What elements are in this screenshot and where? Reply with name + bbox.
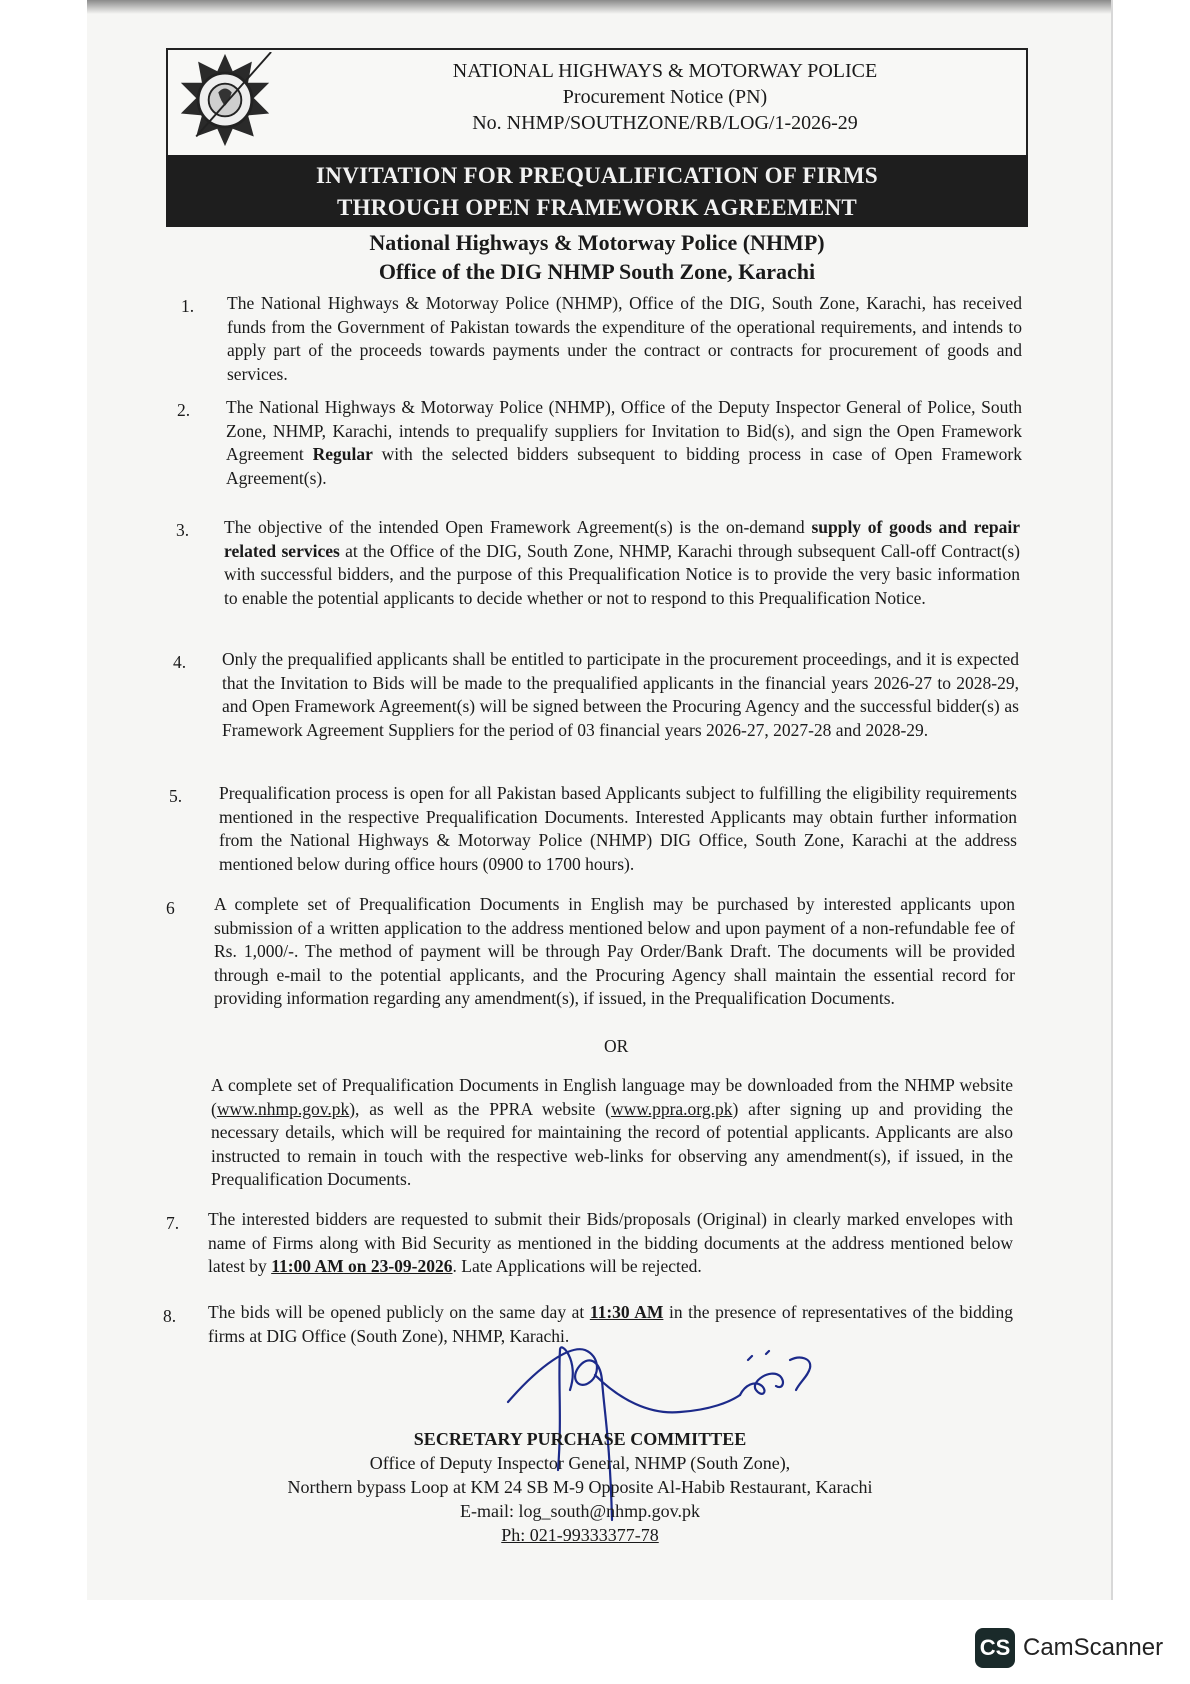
signatory-title: SECRETARY PURCHASE COMMITTEE — [413, 1429, 747, 1449]
paragraph-number: 7. — [166, 1213, 180, 1233]
paragraph-1: The National Highways & Motorway Police (NHMP), Office of the DIG, South Zone, Karachi, has received funds from the Government of Pakistan towards the expenditure of the operational requirements, and intends to apply part of the proceeds towards payments under the contract or contracts for procurement of goods and services. — [227, 293, 1022, 384]
paragraph-3-text-b: at the Office of the DIG, South Zone, NHMP, Karachi through subsequent Call-off Contract(s) with successful bidders, and the purpose of this Prequalification Notice is to provide the very basic information to enable the potential applicants to decide whether or not to respond to this Prequalification Notice. — [224, 540, 1021, 608]
paragraph-8-text-b: in the presence of representatives of the bidding firms at DIG Office (South Zone), NHMP, Karachi. — [208, 1302, 1013, 1346]
ppra-website-link[interactable]: www.ppra.org.pk — [610, 1098, 733, 1119]
paragraph-3-bold: supply of goods and repair related services — [224, 517, 1020, 561]
scan-shadow — [87, 0, 1111, 14]
signatory-address: Northern bypass Loop at KM 24 SB M-9 Opposite Al-Habib Restaurant, Karachi — [287, 1477, 873, 1497]
paragraph-3 — [224, 516, 1020, 610]
paragraph-6-alt-text-a: A complete set of Prequalification Documents in English language may be downloaded from the NHMP website ( — [211, 1075, 1013, 1119]
submission-deadline: 11:00 AM on 23-09-2026 — [271, 1256, 453, 1276]
office-title-line-2: Office of the DIG NHMP South Zone, Karachi — [378, 259, 816, 284]
nhmp-crest-icon — [177, 52, 273, 148]
paragraph-number: 8. — [163, 1306, 177, 1326]
paragraph-7 — [208, 1208, 1013, 1279]
paragraph-2 — [226, 396, 1022, 490]
paragraph-7-text-b: . Late Applications will be rejected. — [452, 1256, 702, 1276]
paragraph-6: A complete set of Prequalification Documents in English may be purchased by interested applicants upon submission of a written application to the address mentioned below and upon payment of a non-refundable fee of Rs. 1,000/-. The method of payment will be through Pay Order/Bank Draft. The documents will be provided through e-mail to the potential applicants, and the Procuring Agency shall maintain the essential record for providing information regarding any amendment(s), if issued, in the Prequalification Documents. — [214, 894, 1015, 1008]
camscanner-logo-icon: CS — [975, 1628, 1015, 1668]
paragraph-7-text-a: The interested bidders are requested to submit their Bids/proposals (Original) in clearly marked envelopes with name of Firms along with Bid Security as mentioned in the bidding documents at the address mentioned below latest by — [208, 1209, 1013, 1276]
paragraph-number: 1. — [181, 296, 195, 316]
paragraph-number: 3. — [176, 520, 190, 540]
title-banner — [166, 155, 1028, 227]
opening-time: 11:30 AM — [589, 1302, 664, 1322]
header-text — [380, 58, 950, 136]
paragraph-6-alt-text-c: ) after signing up and providing the necessary details, which will be required for maintaining the record of potential applicants. Applicants are also instructed to remain in touch with the respective web-links for observing any amendment(s), if issued, in the Prequalification Documents. — [211, 1098, 1013, 1189]
paragraph-2-text-b: with the selected bidders subsequent to bidding process in case of Open Framework Agreement(s). — [226, 444, 1022, 488]
camscanner-label: CamScanner — [1023, 1634, 1164, 1661]
office-title-line-1: National Highways & Motorway Police (NHMP) — [369, 230, 825, 255]
paragraph-3-text-a: The objective of the intended Open Framework Agreement(s) is the on-demand — [224, 517, 812, 537]
header-notice-number: No. NHMP/SOUTHZONE/RB/LOG/1-2026-29 — [472, 112, 858, 134]
signatory-office: Office of Deputy Inspector General, NHMP (South Zone), — [369, 1453, 791, 1473]
office-title — [166, 228, 1028, 286]
paragraph-5: Prequalification process is open for all Pakistan based Applicants subject to fulfilling the eligibility requirements mentioned in the respective Prequalification Documents. Interested Applicants may obtain further information from the National Highways & Motorway Police (NHMP) DIG Office, South Zone, Karachi at the address mentioned below during office hours (0900 to 1700 hours). — [219, 783, 1017, 874]
banner-line-2: THROUGH OPEN FRAMEWORK AGREEMENT — [336, 195, 858, 220]
paragraph-number: 6 — [166, 898, 175, 918]
paragraph-8-text-a: The bids will be opened publicly on the same day at — [208, 1302, 590, 1322]
paragraph-number: 5. — [169, 786, 183, 806]
header-notice-type: Procurement Notice (PN) — [562, 86, 768, 108]
nhmp-website-link[interactable]: www.nhmp.gov.pk — [216, 1098, 350, 1119]
paragraph-2-bold: Regular — [312, 444, 373, 464]
signatory-email: E-mail: log_south@nhmp.gov.pk — [460, 1501, 700, 1521]
paragraph-4: Only the prequalified applicants shall be entitled to participate in the procurement proceedings, and it is expected that the Invitation to Bids will be made to the prequalified applicants in the financial years 2026-27 to 2028-29, and Open Framework Agreement(s) will be signed between the Procuring Agency and the successful bidder(s) as Framework Agreement Suppliers for the period of 03 financial years 2026-27, 2027-28 and 2028-29. — [222, 649, 1019, 740]
camscanner-watermark — [975, 1628, 1163, 1668]
paragraph-6-alternative — [211, 1074, 1013, 1192]
paragraph-number: 2. — [177, 400, 191, 420]
paragraph-2-text-a: The National Highways & Motorway Police (NHMP), Office of the Deputy Inspector General of Police, South Zone, NHMP, Karachi, intends to prequalify suppliers for Invitation to Bid(s), and sign the Open Framework Agreement — [226, 397, 1022, 464]
paragraph-number: 4. — [173, 652, 187, 672]
or-separator: OR — [604, 1036, 629, 1056]
signature-block — [220, 1427, 940, 1547]
banner-line-1: INVITATION FOR PREQUALIFICATION OF FIRMS — [316, 163, 878, 188]
paragraph-6-alt-text-b: ), as well as the PPRA website ( — [349, 1098, 611, 1119]
signatory-phone: Ph: 021-99333377-78 — [501, 1525, 659, 1545]
header-org-name: NATIONAL HIGHWAYS & MOTORWAY POLICE — [452, 60, 878, 82]
